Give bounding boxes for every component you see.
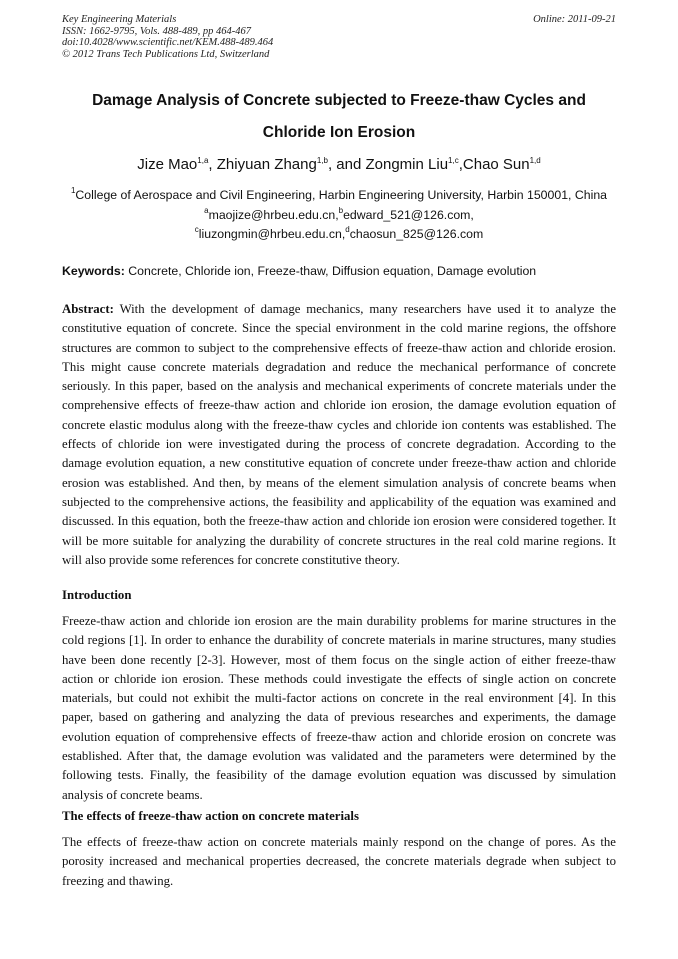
title-line-1: Damage Analysis of Concrete subjected to Freeze-thaw Cycles and xyxy=(92,92,586,109)
author-affil-sup: 1,b xyxy=(316,156,328,165)
section2-text: The effects of freeze-thaw action on concrete materials mainly respond on the change of pores. As the porosity increased and mechanical properties decreased, the concrete materials degrade when subject to freezing and thawing. xyxy=(62,835,616,888)
email-sup: d xyxy=(345,225,350,234)
section2-heading: The effects of freeze-thaw action on concrete materials xyxy=(62,809,359,823)
keywords-text: Concrete, Chloride ion, Freeze-thaw, Diffusion equation, Damage evolution xyxy=(128,264,537,278)
author-name: Jize Mao xyxy=(137,156,198,173)
doi-line: doi:10.4028/www.scientific.net/KEM.488-489.464 xyxy=(62,37,274,48)
author-affil-sup: 1,c xyxy=(448,156,459,165)
authors-line: Jize Mao$^{1,a}$, Zhiyuan Zhang$^{1,b}$, and Zongmin Liu$^{1,c}$,Chao Sun$^{1,d}$ xyxy=(137,156,541,173)
email-sup: b xyxy=(338,206,344,215)
keywords xyxy=(62,264,622,278)
keywords-label: Keywords: xyxy=(62,264,125,278)
journal-name: Key Engineering Materials xyxy=(62,14,177,25)
abstract xyxy=(62,300,616,570)
author-name: Chao Sun xyxy=(462,156,530,173)
online-date: Online: 2011-09-21 xyxy=(533,14,616,25)
email-line-1 xyxy=(40,208,638,222)
email-sup: c xyxy=(194,225,199,234)
author-name: Zhiyuan Zhang xyxy=(216,156,317,173)
email-address: liuzongmin@hrbeu.edu.cn, xyxy=(198,227,346,241)
intro-heading: Introduction xyxy=(62,588,132,602)
email-line-2 xyxy=(40,227,638,241)
journal-header xyxy=(62,14,273,60)
abstract-text: With the development of damage mechanics, many researchers have used it to analyze the constitutive equation of concrete. Since the special environment in the cold marine regions, the offshore structures are common to subject to the comprehensive effects of freeze-thaw action and chloride erosion. This might cause concrete materials degradation and reduce the mechanical performance of concrete seriously. In this paper, based on the analysis and mechanical experiments of concrete materials under the comprehensive effects of freeze-thaw action and chloride ion erosion, the damage evolution equation of concrete elastic modulus along with the freeze-thaw cycles and chloride ion contents was established. The effects of chloride ion were investigated during the process of concrete degradation. According to the damage evolution equation, a new constitutive equation of concrete under freeze-thaw action and chloride erosion was established. And then, by means of the element simulation analysis of concrete beams when subjected to the comprehensive actions, the feasibility and applicability of the equation was examined and discussed. In this equation, both the freeze-thaw action and chloride ion erosion were considered together. It will be more suitable for analyzing the durability of concrete structures in the real cold marine regions. It will also provide some references for concrete constitutive theory. xyxy=(62,302,616,567)
affiliation-text: College of Aerospace and Civil Engineering, Harbin Engineering University, Harbin 150001, China xyxy=(75,188,608,202)
affiliation xyxy=(40,188,638,202)
email-address: chaosun_825@126.com xyxy=(349,227,484,241)
issn-line: ISSN: 1662-9795, Vols. 488-489, pp 464-467 xyxy=(62,25,251,37)
title-line-2: Chloride Ion Erosion xyxy=(262,124,416,141)
affiliation-sup: 1 xyxy=(70,186,76,195)
abstract-label: Abstract: xyxy=(62,302,114,316)
email-address: maojize@hrbeu.edu.cn, xyxy=(208,208,339,222)
intro-text: Freeze-thaw action and chloride ion erosion are the main durability problems for marine structures in the cold regions [1]. In order to enhance the durability of concrete materials in marine structures, many studies have been done recently [2-3]. However, most of them focus on the single action of either freeze-thaw action or chloride ion erosion. These methods could investigate the effects of single action on concrete materials, but could not exhibit the multi-factor actions on concrete in the real environment [4]. In this paper, based on gathering and analyzing the data of previous researches and experiments, the damage evolution equation of comprehensive effects of freeze-thaw action and chloride erosion on concrete was established. After that, the damage evolution was validated and the parameters were determined by the following tests. Finally, the feasibility of the damage evolution equation was discussed by simulation analysis of concrete beams. xyxy=(62,614,616,802)
author-name: and Zongmin Liu xyxy=(336,156,449,173)
author-affil-sup: 1,d xyxy=(529,156,541,165)
author-affil-sup: 1,a xyxy=(197,156,209,165)
email-address: edward_521@126.com, xyxy=(343,208,474,222)
email-sup: a xyxy=(204,206,209,215)
copyright-line: © 2012 Trans Tech Publications Ltd, Switzerland xyxy=(62,48,270,60)
